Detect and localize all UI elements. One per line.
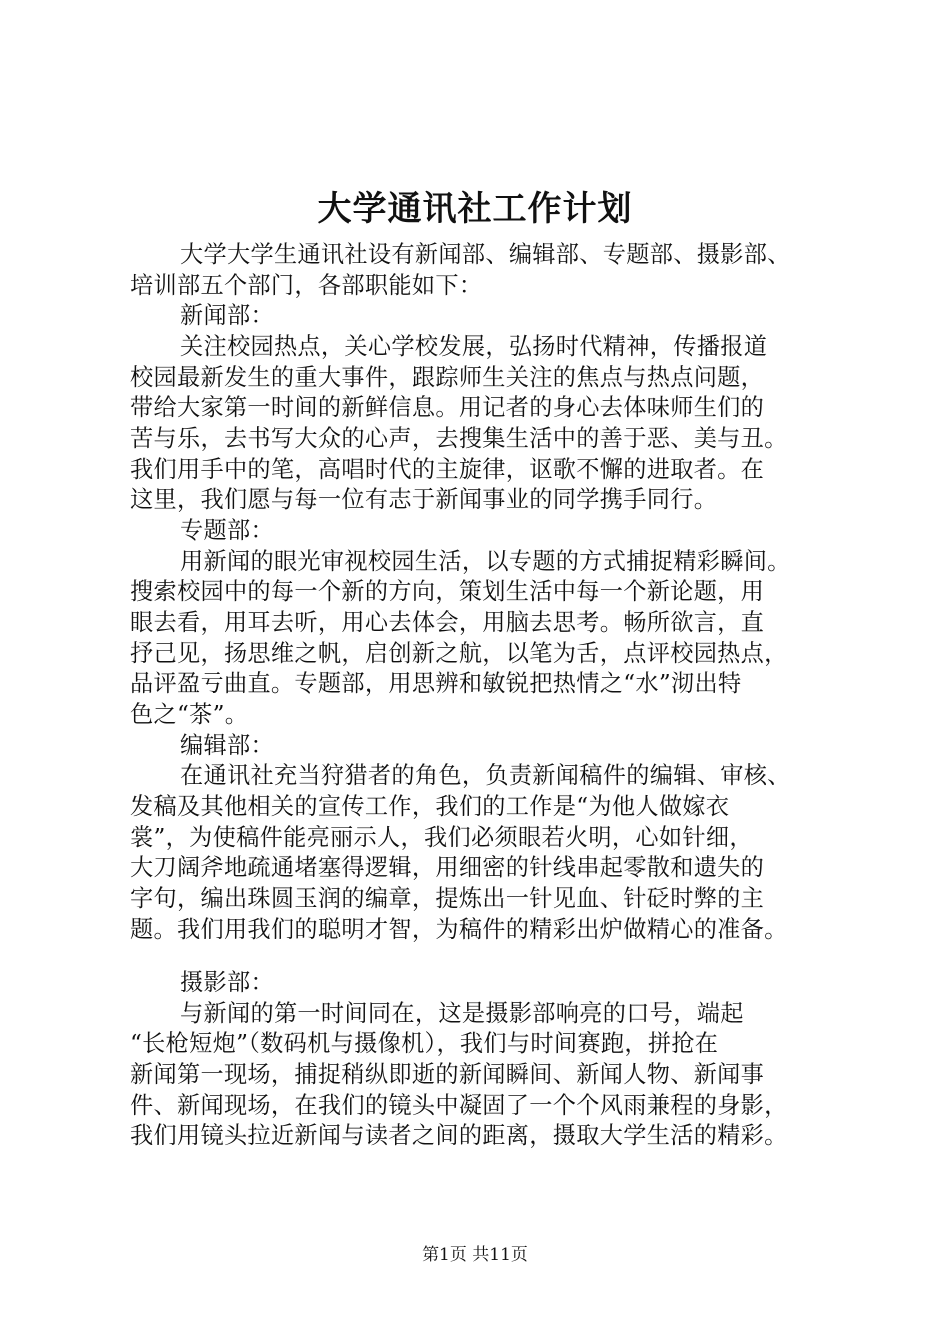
text-line: 带给大家第一时间的新鲜信息。用记者的身心去体味师生们的	[130, 394, 765, 421]
text-line: 裳”，为使稿件能亮丽示人，我们必须眼若火明，心如针细，	[130, 824, 753, 851]
document-title: 大学通讯社工作计划	[317, 189, 633, 229]
text-line: 苦与乐，去书写大众的心声，去搜集生活中的善于恶、美与丑。	[130, 425, 788, 452]
text-line: 新闻第一现场，捕捉稍纵即逝的新闻瞬间、新闻人物、新闻事	[130, 1061, 765, 1088]
text-line: 题。我们用我们的聪明才智，为稿件的精彩出炉做精心的准备。	[130, 916, 788, 943]
section-heading: 新闻部：	[180, 302, 274, 329]
text-line: 大学大学生通讯社设有新闻部、编辑部、专题部、摄影部、	[180, 241, 791, 268]
text-line: 大刀阔斧地疏通堵塞得逻辑，用细密的针线串起零散和遗失的	[130, 854, 765, 881]
text-line: 搜索校园中的每一个新的方向，策划生活中每一个新论题，用	[130, 578, 765, 605]
section-heading: 编辑部：	[180, 732, 274, 759]
text-line: “长枪短炮”（数码机与摄像机），我们与时间赛跑，拼抢在	[130, 1030, 719, 1057]
section-heading: 专题部：	[180, 517, 274, 544]
text-line: 用新闻的眼光审视校园生活，以专题的方式捕捉精彩瞬间。	[180, 548, 791, 575]
text-line: 关注校园热点，关心学校发展，弘扬时代精神，传播报道	[180, 333, 768, 360]
text-line: 色之“茶”。	[130, 701, 249, 728]
text-line: 件、新闻现场，在我们的镜头中凝固了一个个风雨兼程的身影，	[130, 1092, 788, 1119]
text-line: 品评盈亏曲直。专题部，用思辨和敏锐把热情之“水”沏出特	[130, 670, 742, 697]
text-line: 在通讯社充当狩猎者的角色，负责新闻稿件的编辑、审核、	[180, 762, 791, 789]
text-line: 这里，我们愿与每一位有志于新闻事业的同学携手同行。	[130, 486, 718, 513]
page-footer: 第1页 共11页	[422, 1245, 528, 1265]
section-heading: 摄影部：	[180, 969, 274, 996]
text-line: 培训部五个部门，各部职能如下：	[130, 272, 483, 299]
text-line: 我们用手中的笔，高唱时代的主旋律，讴歌不懈的进取者。在	[130, 456, 765, 483]
text-line: 抒己见，扬思维之帆，启创新之航，以笔为舌，点评校园热点，	[130, 640, 788, 667]
text-line: 发稿及其他相关的宣传工作，我们的工作是“为他人做嫁衣	[130, 793, 730, 820]
text-line: 与新闻的第一时间同在，这是摄影部响亮的口号，端起	[180, 1000, 744, 1027]
text-line: 校园最新发生的重大事件，跟踪师生关注的焦点与热点问题，	[130, 364, 765, 391]
text-line: 我们用镜头拉近新闻与读者之间的距离，摄取大学生活的精彩。	[130, 1122, 788, 1149]
text-line: 眼去看，用耳去听，用心去体会，用脑去思考。畅所欲言，直	[130, 609, 765, 636]
text-line: 字句，编出珠圆玉润的编章，提炼出一针见血、针砭时弊的主	[130, 885, 765, 912]
